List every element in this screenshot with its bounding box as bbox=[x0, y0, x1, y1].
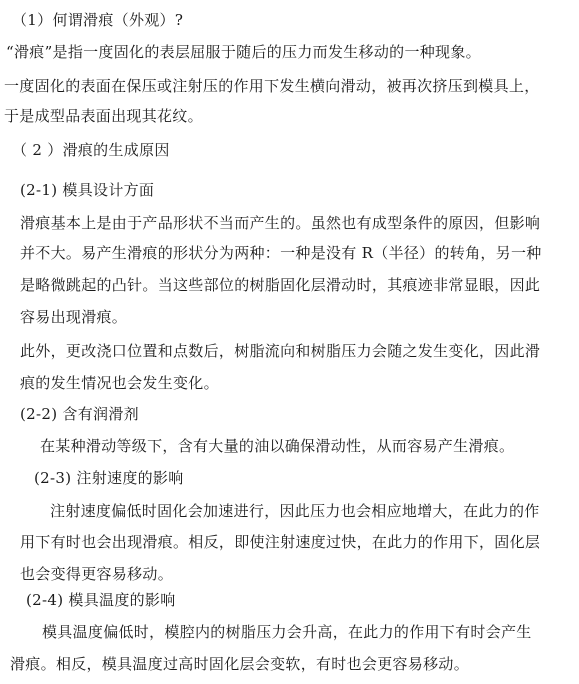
section-heading-1: （1）何谓滑痕（外观）? bbox=[12, 11, 184, 29]
paragraph-line: 滑痕。相反，模具温度过高时固化层会变软，有时也会更容易移动。 bbox=[10, 655, 470, 673]
paragraph-line: “滑痕”是指一度固化的表层屈服于随后的压力而发生移动的一种现象。 bbox=[6, 43, 481, 61]
paragraph-line: 也会变得更容易移动。 bbox=[20, 565, 174, 583]
paragraph-line: 一度固化的表面在保压或注射压的作用下发生横向滑动，被再次挤压到模具上， bbox=[4, 77, 540, 95]
subsection-heading-2-3: (2-3) 注射速度的影响 bbox=[34, 469, 184, 487]
subsection-heading-2-1: (2-1) 模具设计方面 bbox=[20, 181, 155, 199]
paragraph-line: 是略微跳起的凸针。当这些部位的树脂固化层滑动时，其痕迹非常显眼，因此 bbox=[20, 276, 541, 294]
subsection-heading-2-2: (2-2) 含有润滑剂 bbox=[20, 405, 139, 423]
paragraph-line: 在某种滑动等级下，含有大量的油以确保滑动性，从而容易产生滑痕。 bbox=[40, 437, 515, 455]
section-heading-2: （ 2 ）滑痕的生成原因 bbox=[12, 141, 170, 159]
paragraph-line: 容易出现滑痕。 bbox=[20, 308, 128, 326]
paragraph-line: 于是成型品表面出现其花纹。 bbox=[4, 107, 203, 125]
paragraph-line: 滑痕基本上是由于产品形状不当而产生的。虽然也有成型条件的原因，但影响 bbox=[20, 214, 541, 232]
paragraph-line: 并不大。易产生滑痕的形状分为两种：一种是没有 R（半径）的转角，另一种 bbox=[20, 244, 542, 262]
paragraph-line: 用下有时也会出现滑痕。相反，即使注射速度过快，在此力的作用下，固化层 bbox=[20, 533, 541, 551]
subsection-heading-2-4: (2-4) 模具温度的影响 bbox=[26, 591, 176, 609]
paragraph-line: 此外，更改浇口位置和点数后，树脂流向和树脂压力会随之发生变化，因此滑 bbox=[20, 342, 541, 360]
paragraph-line: 模具温度偏低时，模腔内的树脂压力会升高，在此力的作用下有时会产生 bbox=[42, 623, 532, 641]
paragraph-line: 注射速度偏低时固化会加速进行，因此压力也会相应地增大，在此力的作 bbox=[50, 502, 540, 520]
paragraph-line: 痕的发生情况也会发生变化。 bbox=[20, 374, 219, 392]
